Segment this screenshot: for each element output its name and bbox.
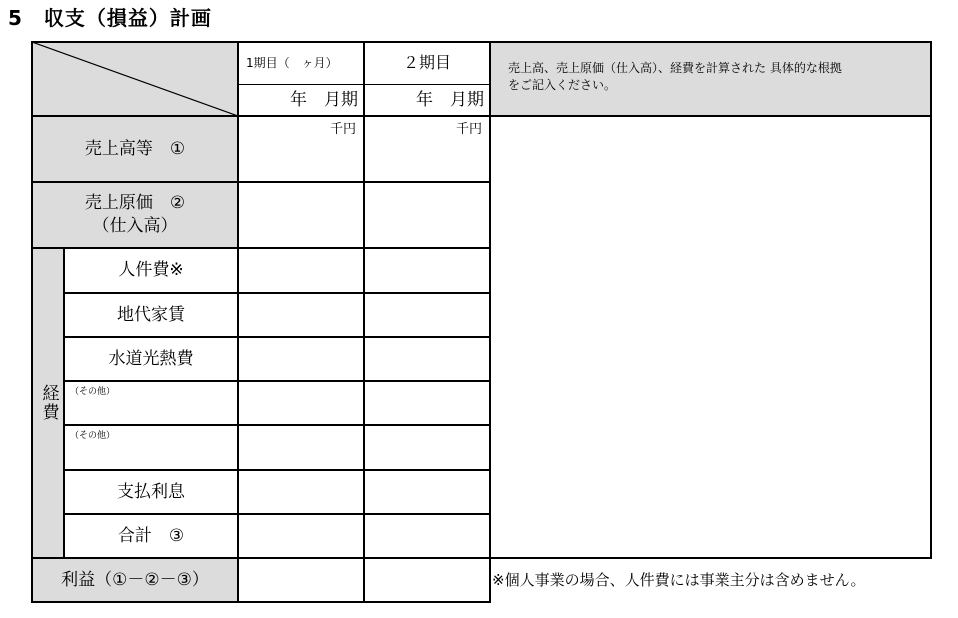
expense-group-label: 経費 [38, 384, 59, 422]
unit-label-period2: 千円 [456, 122, 483, 137]
cost-label-line1: 売上原価 ② [84, 193, 186, 214]
period-column-divider [363, 41, 365, 603]
total-label: 合計 ③ [117, 525, 185, 546]
table-border-right [930, 41, 932, 559]
cost-label [33, 183, 237, 247]
period2-header: ２期目 [402, 53, 451, 73]
row-line-other1 [64, 424, 490, 426]
interest-label: 支払利息 [117, 481, 185, 502]
other-label-2: （その他） [70, 431, 116, 441]
table-border-bottom [31, 601, 490, 603]
table-border-top [31, 41, 932, 43]
header-diagonal [32, 42, 238, 116]
personnel-label: 人件費※ [118, 260, 184, 281]
period1-header: 1期目（ ヶ月） [246, 55, 338, 70]
rent-label: 地代家賃 [117, 304, 185, 325]
sales-label: 売上高等 ① [84, 138, 186, 159]
amount-column-divider [489, 41, 491, 603]
section-title: 5 収支（損益）計画 [8, 6, 212, 30]
cost-label-line2: （仕入高） [92, 216, 178, 236]
utilities-label: 水道光熱費 [108, 348, 194, 369]
other-label-1: （その他） [70, 387, 116, 397]
basis-note: 売上高、売上原価（仕入高）、経費を計算された 具体的な根拠をご記入ください。 [508, 61, 842, 93]
label-column-divider [237, 41, 239, 603]
footnote: ※個人事業の場合、人件費には事業主分は含めません。 [492, 571, 866, 589]
unit-label-period1: 千円 [330, 122, 357, 137]
profit-label: 利益（①－②－③） [61, 569, 209, 590]
period1-date: 年 月期 [290, 89, 358, 110]
row-line-utilities [64, 380, 490, 382]
period2-date: 年 月期 [416, 89, 484, 110]
